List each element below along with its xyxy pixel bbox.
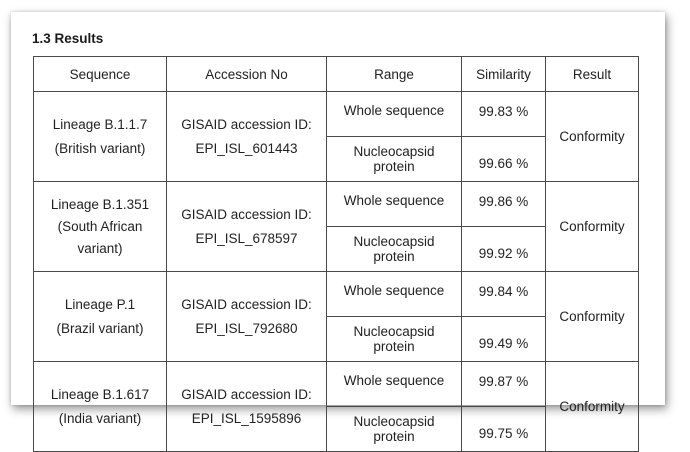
similarity-nucleocapsid-cell: 99.66 % [462, 137, 546, 182]
sequence-cell [34, 92, 167, 182]
header-accession: Accession No [167, 57, 327, 92]
section-title: 1.3 Results [32, 31, 104, 46]
range-nucleocapsid-cell [327, 407, 462, 452]
similarity-nucleocapsid-cell: 99.75 % [462, 407, 546, 452]
range-whole-cell: Whole sequence [327, 272, 462, 317]
accession-id: EPI_ISL_678597 [195, 230, 298, 246]
sequence-variant: (British variant) [54, 140, 146, 156]
accession-cell [167, 272, 327, 362]
similarity-whole-cell: 99.83 % [462, 92, 546, 137]
result-cell: Conformity [546, 362, 639, 452]
sequence-name: Lineage P.1 [64, 296, 136, 312]
similarity-nucleocapsid-cell: 99.49 % [462, 317, 546, 362]
range-nucleocapsid-line2: protein [373, 249, 415, 264]
accession-cell [167, 92, 327, 182]
result-cell: Conformity [546, 272, 639, 362]
result-cell: Conformity [546, 92, 639, 182]
similarity-whole-cell: 99.87 % [462, 362, 546, 407]
accession-cell [167, 182, 327, 272]
sequence-cell [34, 272, 167, 362]
accession-label: GISAID accession ID: [181, 206, 312, 222]
range-whole-cell: Whole sequence [327, 182, 462, 227]
sequence-name: Lineage B.1.617 [50, 386, 150, 402]
range-nucleocapsid-cell [327, 317, 462, 362]
range-nucleocapsid-line2: protein [373, 339, 415, 354]
table-header-row [34, 57, 639, 92]
header-sequence: Sequence [34, 57, 167, 92]
header-similarity: Similarity [462, 57, 546, 92]
sequence-cell [34, 182, 167, 272]
accession-cell [167, 362, 327, 452]
accession-id: EPI_ISL_1595896 [191, 410, 302, 426]
accession-label: GISAID accession ID: [181, 296, 312, 312]
table-row [34, 92, 639, 137]
accession-id: EPI_ISL_601443 [195, 140, 298, 156]
range-nucleocapsid-line1: Nucleocapsid [353, 324, 435, 339]
range-whole-cell: Whole sequence [327, 92, 462, 137]
results-table [33, 56, 639, 452]
table-row [34, 182, 639, 227]
header-result: Result [546, 57, 639, 92]
sequence-name: Lineage B.1.1.7 [52, 116, 148, 132]
sequence-cell [34, 362, 167, 452]
sequence-variant: (Brazil variant) [56, 320, 144, 336]
range-nucleocapsid-line2: protein [373, 429, 415, 444]
range-whole-cell: Whole sequence [327, 362, 462, 407]
sequence-variant: (India variant) [58, 410, 142, 426]
similarity-whole-cell: 99.86 % [462, 182, 546, 227]
header-range: Range [327, 57, 462, 92]
accession-id: EPI_ISL_792680 [195, 320, 298, 336]
range-nucleocapsid-line1: Nucleocapsid [353, 144, 435, 159]
table-row [34, 362, 639, 407]
sequence-variant-cont: variant) [77, 240, 123, 256]
sequence-name: Lineage B.1.351 [50, 196, 150, 212]
range-nucleocapsid-line2: protein [373, 159, 415, 174]
similarity-whole-cell: 99.84 % [462, 272, 546, 317]
similarity-nucleocapsid-cell: 99.92 % [462, 227, 546, 272]
accession-label: GISAID accession ID: [181, 116, 312, 132]
range-nucleocapsid-cell [327, 227, 462, 272]
range-nucleocapsid-line1: Nucleocapsid [353, 234, 435, 249]
table-row [34, 272, 639, 317]
document-page [11, 12, 665, 444]
result-cell: Conformity [546, 182, 639, 272]
range-nucleocapsid-line1: Nucleocapsid [353, 414, 435, 429]
range-nucleocapsid-cell [327, 137, 462, 182]
accession-label: GISAID accession ID: [181, 386, 312, 402]
sequence-variant: (South African [57, 218, 143, 234]
